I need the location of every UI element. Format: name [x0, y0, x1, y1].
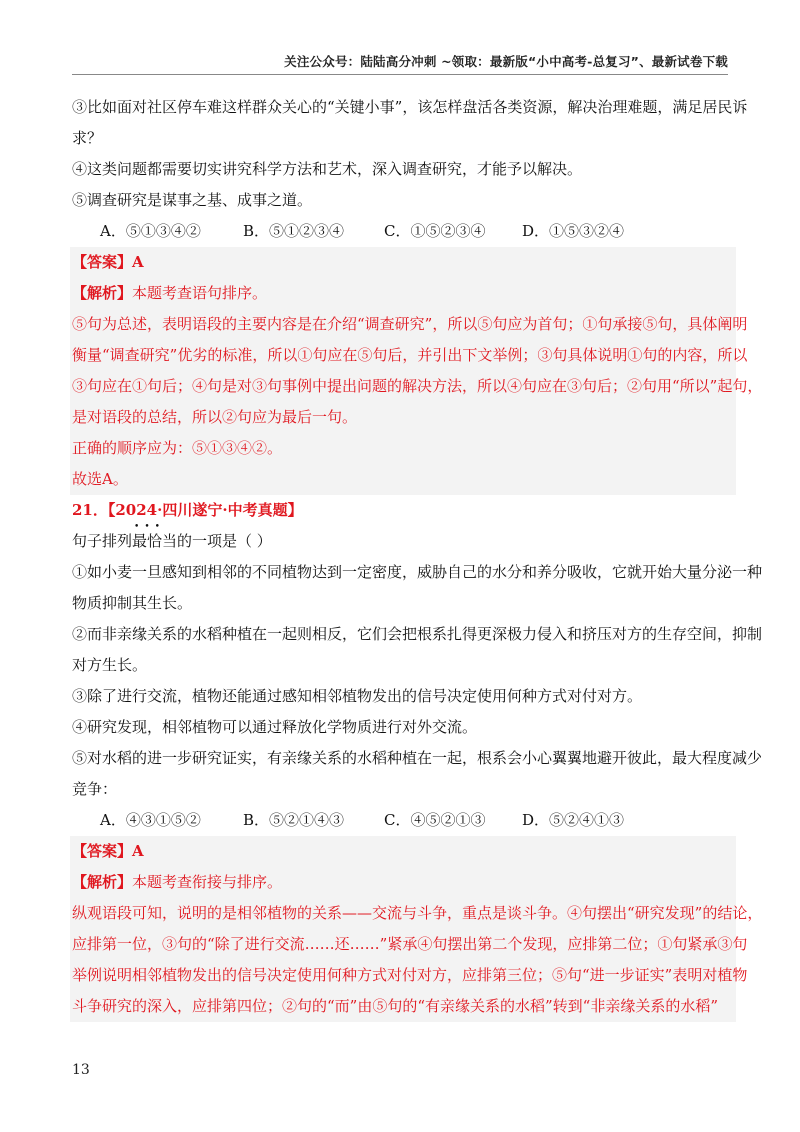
analysis-label: 【解析】 [72, 873, 133, 891]
question-20-tail [72, 92, 763, 495]
analysis-line: 举例说明相邻植物发出的信号决定使用何种方式对付对方，应排第三位；⑤句“进一步证实”表明对植物 [72, 966, 748, 984]
answer-value: A [132, 842, 144, 860]
option-d: D．⑤②④①③ [522, 811, 625, 829]
sentence-5: ⑤调查研究是谋事之基、成事之道。 [72, 191, 313, 209]
analysis-line: 纵观语段可知，说明的是相邻植物的关系——交流与斗争，重点是谈斗争。④句摆出“研究发现”的结论， [72, 904, 763, 922]
header-divider [72, 74, 728, 75]
option-b: B．⑤②①④③ [243, 811, 345, 829]
answer-block [70, 247, 763, 495]
answer-line [72, 247, 728, 278]
options-row [72, 805, 728, 836]
analysis-line: 斗争研究的深入，应排第四位；②句的“而”由⑤句的“有亲缘关系的水稻”转到“非亲缘关系的水稻” [72, 997, 719, 1015]
sentence-3: ③除了进行交流，植物还能通过感知相邻植物发出的信号决定使用何种方式对付对方。 [72, 687, 643, 705]
answer-value: A [132, 253, 144, 271]
question-stem [72, 526, 728, 557]
analysis-intro: 本题考查衔接与排序。 [132, 873, 283, 891]
analysis-line: 应排第一位，③句的“除了进行交流……还……”紧承④句摆出第二个发现，应排第二位；①句紧承③句 [72, 935, 748, 953]
sentence-5-cont: 竞争： [72, 780, 118, 798]
sentence-2: ②而非亲缘关系的水稻种植在一起则相反，它们会把根系扎得更深极力侵入和挤压对方的生存空间，抑制 [72, 625, 763, 643]
stem-after: 的一项是（ ） [177, 532, 272, 550]
analysis-intro-line [72, 278, 728, 309]
option-a: A．④③①⑤② [100, 811, 201, 829]
analysis-intro: 本题考查语句排序。 [132, 284, 268, 302]
sentence-3-cont: 求？ [72, 129, 103, 147]
answer-label: 【答案】 [72, 842, 133, 860]
analysis-line: ③句应在①句后；④句是对③句事例中提出问题的解决方法，所以④句应在③句后；②句用“所以”起句， [72, 377, 763, 395]
analysis-line: 正确的顺序应为：⑤①③④②。 [72, 439, 283, 457]
answer-line [72, 836, 728, 867]
option-a: A．⑤①③④② [100, 222, 201, 240]
stem-before: 句子排列 [72, 532, 133, 550]
document-body [72, 92, 763, 1022]
page-header: 关注公众号：陆陆高分冲刺 ~领取：最新版“小中高考-总复习”、最新试卷下载 [284, 54, 728, 69]
sentence-3: ③比如面对社区停车难这样群众关心的“关键小事”，该怎样盘活各类资源，解决治理难题，满足居民诉 [72, 98, 748, 116]
options-row [72, 216, 728, 247]
option-d: D．①⑤③②④ [522, 222, 625, 240]
page-number: 13 [72, 1062, 90, 1078]
answer-block [70, 836, 763, 1022]
sentence-1-cont: 物质抑制其生长。 [72, 594, 193, 612]
answer-label: 【答案】 [72, 253, 133, 271]
option-c: C．①⑤②③④ [384, 222, 486, 240]
question-title: 21．【2024·四川遂宁·中考真题】 [72, 501, 303, 519]
option-c: C．④⑤②①③ [384, 811, 486, 829]
sentence-4: ④研究发现，相邻植物可以通过释放化学物质进行对外交流。 [72, 718, 478, 736]
stem-emphasis: ••• 最恰当 [132, 526, 177, 557]
analysis-line: ⑤句为总述，表明语段的主要内容是在介绍“调查研究”，所以⑤句应为首句；①句承接⑤句，具体阐明 [72, 315, 748, 333]
sentence-4: ④这类问题都需要切实讲究科学方法和艺术，深入调查研究，才能予以解决。 [72, 160, 583, 178]
option-b: B．⑤①②③④ [243, 222, 345, 240]
sentence-2-cont: 对方生长。 [72, 656, 148, 674]
analysis-line: 是对语段的总结，所以②句应为最后一句。 [72, 408, 358, 426]
conclusion-line: 故选A。 [72, 470, 128, 488]
question-21 [72, 495, 763, 1022]
sentence-5: ⑤对水稻的进一步研究证实，有亲缘关系的水稻种植在一起，根系会小心翼翼地避开彼此，最大程度减少 [72, 749, 763, 767]
sentence-1: ①如小麦一旦感知到相邻的不同植物达到一定密度，威胁自己的水分和养分吸收，它就开始大量分泌一种 [72, 563, 763, 581]
analysis-line: 衡量“调查研究”优劣的标准，所以①句应在⑤句后，并引出下文举例；③句具体说明①句的内容，所以 [72, 346, 748, 364]
analysis-label: 【解析】 [72, 284, 133, 302]
analysis-intro-line [72, 867, 728, 898]
